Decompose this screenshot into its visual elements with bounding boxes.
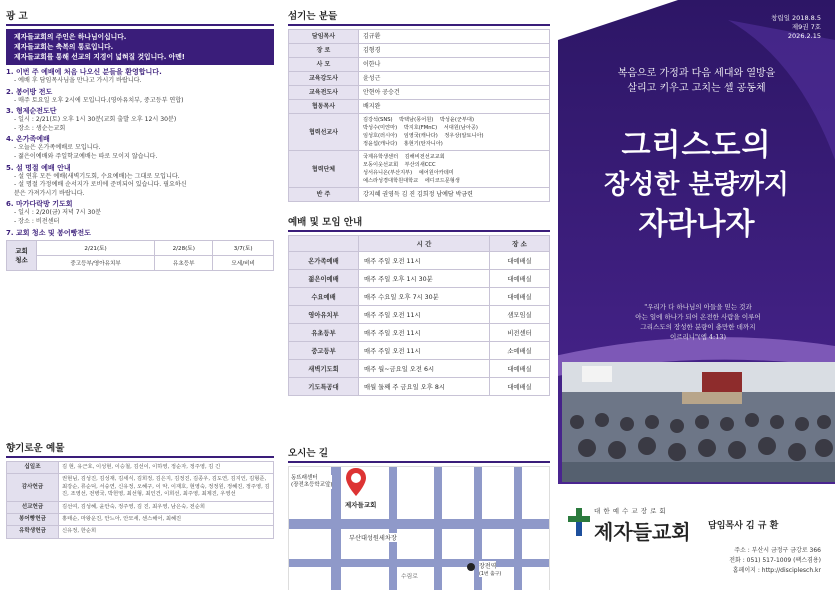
congregation-photo — [562, 362, 835, 482]
table-row — [289, 288, 550, 306]
left-panel — [0, 0, 280, 590]
table-row — [7, 462, 274, 474]
issue-info — [771, 14, 821, 41]
map-road — [289, 519, 549, 529]
staff-title: 섬기는 분들 — [288, 11, 338, 22]
schedule-section — [288, 214, 550, 396]
staff-label: 교육전도사 — [289, 86, 359, 100]
notice-heading: 2. 봉어방 전도 — [6, 87, 53, 96]
address: 주소 : 부산시 금정구 금강로 366 — [734, 547, 821, 554]
staff-value: 김강석(SNS) 박택남(몽어원) 박성윤(군부대) 박성수(미얀마) 박지호(FMnC) 서대원(남아공) 임성호(러시아) 임영국(캐나다) 정우상(알토니아) 정윤섭(캐나다) 홍현기(탄자니아) — [359, 114, 550, 151]
staff-label: 사 모 — [289, 58, 359, 72]
map-section — [288, 445, 550, 590]
table-row — [289, 324, 550, 342]
service-place: 대예배실 — [490, 360, 550, 378]
staff-value: 윤성근 — [359, 72, 550, 86]
offering-names: 김 현, 유근호, 이성현, 이승철, 김선이, 이하영, 정순자, 정주영, 김 긴 — [59, 462, 274, 474]
notice-item — [6, 68, 274, 86]
church-label: 제자들교회 — [345, 501, 377, 509]
service-place: 대예배실 — [490, 252, 550, 270]
offering-names: 신유정, 한순희 — [59, 526, 274, 538]
offering-label: 봉어빵헌금 — [7, 514, 59, 526]
contact-info — [729, 546, 821, 576]
divider — [6, 456, 274, 458]
table-row — [289, 44, 550, 58]
notice-item — [6, 88, 274, 106]
slogan-line: 복음으로 가정과 다음 세대와 열방을 — [617, 68, 776, 79]
ad-title: 광 고 — [6, 11, 28, 22]
ad-line: 제자들교회의 주인은 하나님이십니다. — [14, 33, 127, 41]
service-place: 대예배실 — [490, 378, 550, 396]
church-info-footer — [558, 484, 835, 590]
slogan-line: 살리고 키우고 고치는 셀 공동체 — [627, 83, 766, 94]
staff-label: 장 로 — [289, 44, 359, 58]
service-place: 샘모임실 — [490, 306, 550, 324]
offering-names: 김선여, 김성혜, 윤안숙, 정주영, 김 진, 최우영, 남은숙, 전순희 — [59, 501, 274, 513]
offering-title: 향기로운 예물 — [6, 443, 65, 454]
header-place: 장 소 — [490, 236, 550, 252]
service-name: 새벽기도회 — [289, 360, 359, 378]
header-blank — [289, 236, 359, 252]
cleaning-label: 교회 청소 — [7, 240, 37, 270]
offering-section — [6, 440, 274, 539]
offering-label: 십일조 — [7, 462, 59, 474]
location-map — [288, 466, 550, 590]
notice-list — [6, 68, 274, 238]
cleaning-team: 모세/비비 — [213, 255, 274, 270]
table-row — [289, 151, 550, 188]
table-row — [289, 114, 550, 151]
map-road — [331, 467, 341, 590]
ad-line: 제자들교회를 통해 선교의 지경이 넓혀질 것입니다. 아멘! — [14, 53, 185, 61]
notice-line: - 장소 : 생순는교회 — [14, 124, 66, 132]
notice-line: - 설 연휴 모든 예배(새벽기도회, 수요예배)는 그대로 모입니다. — [14, 172, 180, 180]
church-logo-icon — [568, 508, 590, 536]
notice-line: - 예배 후 담임목사님을 만나고 가시기 바랍니다. — [14, 77, 142, 84]
notice-line: 분은 가져가시기 바랍니다. — [14, 189, 85, 197]
theme-line: 장성한 분량까지 — [604, 170, 789, 200]
service-time: 매주 월~금요일 오전 6시 — [359, 360, 490, 378]
table-row — [289, 86, 550, 100]
service-place: 대예배실 — [490, 270, 550, 288]
verse-line: 그리스도의 장성한 분량이 충만한 데까지 — [640, 323, 756, 331]
offering-label: 유학생헌금 — [7, 526, 59, 538]
phone: 전화 : 051) 517-1009 (팩스겸용) — [729, 557, 821, 564]
station-label: 장전역 — [479, 563, 497, 570]
service-time: 매주 주일 오전 11시 — [359, 252, 490, 270]
service-place: 소예배실 — [490, 342, 550, 360]
notice-line: - 장소 : 비전센터 — [14, 217, 60, 225]
offering-names: 권현님, 김성진, 김성재, 김세식, 김희정, 김은지, 김정진, 김종우, 김도연, 김지인, 김형준, 최강순, 류순덕, 서숭연, 신유정, 오혜구, 이 악, 이재호, 현영숙, 정정원, 정혜진, 정주영, 김 진, 조영선, 전병국, 박헌영, 최선형, 최인건, 이희선, 최주영, 최제진, 우영선 — [59, 474, 274, 501]
table-row — [289, 30, 550, 44]
denomination: 대 한 예 수 교 장 로 회 — [594, 507, 667, 515]
table-row — [289, 188, 550, 202]
staff-label: 협력단체 — [289, 151, 359, 188]
divider — [6, 24, 274, 26]
service-name: 젊은이예배 — [289, 270, 359, 288]
notice-line: - 설 명절 가정예배 순서지가 로비에 준비되어 있습니다. 필요하신 — [14, 181, 187, 189]
staff-value: 국제유학생센터 김해비전선교교회 모동이웃선교회 부산의새CCC 성서유니온(부산지부) 예어원아카데미 예스라성경대학원대학교 에디코드문형생 — [359, 151, 550, 188]
header-time: 시 간 — [359, 236, 490, 252]
map-road — [434, 467, 442, 590]
table-row — [7, 526, 274, 538]
staff-value: 배지완 — [359, 100, 550, 114]
notice-line: - 일시 : 2/20(금) 저녁 7시 30분 — [14, 209, 102, 217]
staff-label: 담임목사 — [289, 30, 359, 44]
table-row — [289, 100, 550, 114]
verse-line: 이르리니"(엡 4:13) — [669, 333, 727, 341]
service-name: 온가족예배 — [289, 252, 359, 270]
service-time: 매주 수요일 오후 7시 30분 — [359, 288, 490, 306]
map-road — [514, 467, 522, 590]
notice-heading: 4. 온가족예배 — [6, 135, 50, 144]
table-row — [289, 270, 550, 288]
staff-value: 강지혜 권영득 김 진 김희정 남예담 박금련 — [359, 188, 550, 202]
schedule-title: 예배 및 모임 안내 — [288, 217, 363, 228]
notice-item — [6, 200, 274, 226]
staff-label: 협력선교사 — [289, 114, 359, 151]
cleaning-team: 중고등부/영아유치부 — [37, 255, 155, 270]
church-name: 제자들교회 — [594, 520, 691, 544]
table-row — [289, 360, 550, 378]
divider — [288, 230, 550, 232]
landmark-label: 부산대성원세차장 — [349, 535, 397, 542]
offering-table — [6, 461, 274, 539]
theme-line: 자라나자 — [638, 207, 755, 242]
cleaning-date: 2/21(토) — [37, 240, 155, 255]
cleaning-team: 유초등부 — [155, 255, 213, 270]
notice-heading: 7. 교회 청소 및 봉어빵전도 — [6, 228, 91, 237]
service-place: 대예배실 — [490, 288, 550, 306]
service-name: 중고등부 — [289, 342, 359, 360]
staff-value: 이한나 — [359, 58, 550, 72]
landmark-label: 동뜨래센터 (장전초등학교앞) — [291, 475, 333, 488]
notice-line: - 젊은이예배와 주일학교예배는 따로 모이지 않습니다. — [14, 152, 158, 160]
ad-line: 제자들교회는 축복의 통로입니다. — [14, 43, 114, 51]
staff-value: 김형경 — [359, 44, 550, 58]
service-time: 매주 주일 오전 11시 — [359, 342, 490, 360]
theme-title — [558, 128, 835, 244]
road-label: 수림로 — [401, 574, 418, 580]
map-road — [289, 559, 549, 567]
notice-line: - 일시 : 2/21(토) 오후 1시 30분(교회 출발 오후 12시 30분) — [14, 116, 177, 124]
schedule-table — [288, 235, 550, 396]
service-name: 기도특공대 — [289, 378, 359, 396]
pastor-name: 담임목사 김 규 환 — [708, 521, 779, 531]
divider — [288, 24, 550, 26]
offering-label: 선교헌금 — [7, 501, 59, 513]
notice-heading: 1. 이번 주 예배에 처음 나오신 분들을 환영합니다. — [6, 68, 162, 76]
notice-line: - 매주 토요일 오후 2시에 모입니다.(영아유치부, 중고등부 연합) — [14, 96, 184, 104]
service-time: 매주 주일 오후 1시 30분 — [359, 270, 490, 288]
staff-value: 김규환 — [359, 30, 550, 44]
cleaning-table — [6, 240, 274, 271]
service-time: 매주 주일 오전 11시 — [359, 306, 490, 324]
table-row — [7, 474, 274, 501]
notice-heading: 5. 설 명절 예배 안내 — [6, 163, 71, 172]
table-row — [289, 306, 550, 324]
station-marker-icon — [467, 563, 475, 571]
table-row — [289, 342, 550, 360]
notice-heading: 3. 형제순전도단 — [6, 107, 57, 116]
notice-item — [6, 164, 274, 199]
founding-date: 창립일 2018.8.5 — [771, 14, 821, 22]
notice-item — [6, 135, 274, 161]
notice-item — [6, 229, 274, 238]
offering-label: 감사헌금 — [7, 474, 59, 501]
notice-heading: 6. 마가다락방 기도회 — [6, 200, 73, 209]
volume: 제9권 7호 — [791, 23, 821, 31]
issue-date: 2026.2.15 — [787, 32, 821, 40]
service-name: 유초등부 — [289, 324, 359, 342]
map-title: 오시는 길 — [288, 448, 329, 459]
divider — [288, 461, 550, 463]
table-row — [289, 58, 550, 72]
verse-line: 아는 일에 하나가 되어 온전한 사람을 이루어 — [635, 313, 761, 321]
staff-table — [288, 29, 550, 202]
table-row — [7, 514, 274, 526]
offering-names: 홍태순, 마왕운진, 안느아, 안모세, 센스해어, 최혜진 — [59, 514, 274, 526]
table-row — [289, 72, 550, 86]
location-pin-icon — [345, 467, 367, 497]
notice-line: - 오늘은 온가족예배로 모입니다. — [14, 144, 101, 152]
staff-label: 교육강도사 — [289, 72, 359, 86]
service-time: 매주 주일 오전 11시 — [359, 324, 490, 342]
middle-panel — [282, 0, 556, 590]
cover-panel — [558, 0, 835, 590]
service-name: 영아유치부 — [289, 306, 359, 324]
notice-item — [6, 107, 274, 133]
table-row — [289, 378, 550, 396]
table-row — [289, 252, 550, 270]
service-time: 매월 둘째 주 금요일 오후 8시 — [359, 378, 490, 396]
slogan — [558, 66, 835, 96]
cleaning-date: 2/28(토) — [155, 240, 213, 255]
bible-verse — [568, 302, 828, 342]
table-row — [7, 501, 274, 513]
table-header-row — [289, 236, 550, 252]
staff-label: 협동목사 — [289, 100, 359, 114]
station-sub-label: (1번 출구) — [479, 572, 502, 577]
staff-label: 반 주 — [289, 188, 359, 202]
map-road — [389, 467, 397, 590]
service-name: 수요예배 — [289, 288, 359, 306]
ad-box — [6, 29, 274, 65]
homepage-link[interactable]: 홈페이지 : http://disciplesch.kr — [732, 567, 821, 574]
service-place: 비전센터 — [490, 324, 550, 342]
cleaning-date: 3/7(토) — [213, 240, 274, 255]
staff-value: 안현아 공승건 — [359, 86, 550, 100]
theme-line: 그리스도의 — [621, 128, 772, 163]
verse-line: "우리가 다 하나님의 아들을 믿는 것과 — [644, 303, 752, 311]
